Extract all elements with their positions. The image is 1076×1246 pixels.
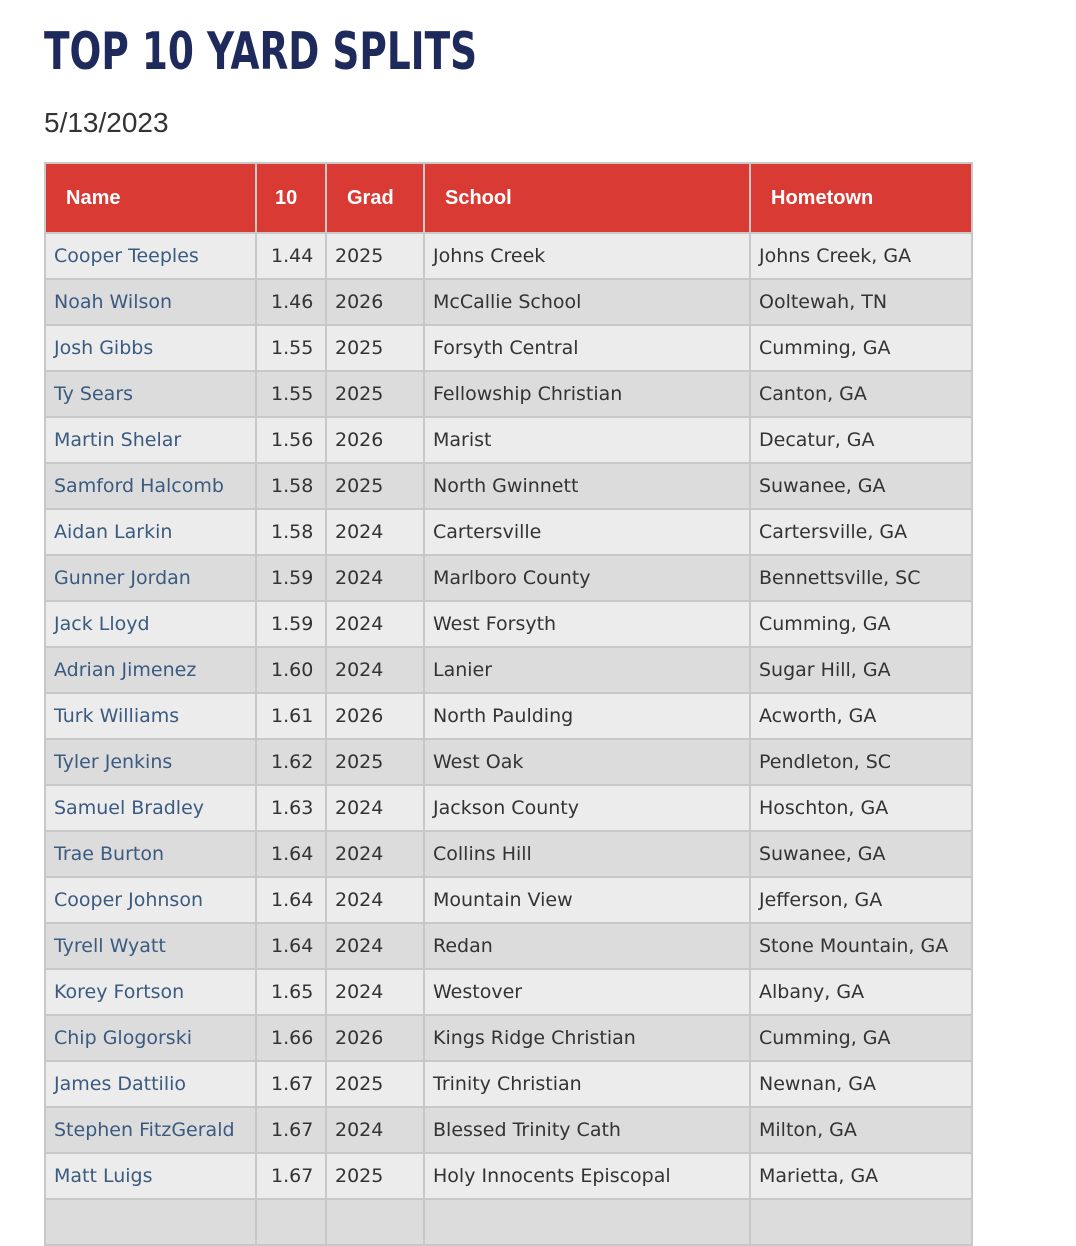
hometown-cell <box>750 1199 972 1245</box>
split-time-cell: 1.59 <box>256 601 326 647</box>
column-header-grad: Grad <box>326 163 424 233</box>
player-name-link[interactable]: Noah Wilson <box>45 279 256 325</box>
player-name-link[interactable]: Aidan Larkin <box>45 509 256 555</box>
school-cell <box>424 1199 750 1245</box>
grad-year-cell: 2025 <box>326 463 424 509</box>
split-time-cell: 1.55 <box>256 325 326 371</box>
table-row <box>45 233 972 279</box>
school-cell: Trinity Christian <box>424 1061 750 1107</box>
table-row <box>45 371 972 417</box>
page-date: 5/13/2023 <box>44 107 169 138</box>
hometown-cell: Sugar Hill, GA <box>750 647 972 693</box>
table-row <box>45 463 972 509</box>
grad-year-cell: 2025 <box>326 371 424 417</box>
hometown-cell: Jefferson, GA <box>750 877 972 923</box>
school-cell: Johns Creek <box>424 233 750 279</box>
table-row <box>45 969 972 1015</box>
hometown-cell: Johns Creek, GA <box>750 233 972 279</box>
player-name-link[interactable]: Josh Gibbs <box>45 325 256 371</box>
split-time-cell: 1.59 <box>256 555 326 601</box>
player-name-link[interactable]: Samuel Bradley <box>45 785 256 831</box>
school-cell: Marlboro County <box>424 555 750 601</box>
hometown-cell: Marietta, GA <box>750 1153 972 1199</box>
table-row <box>45 1107 972 1153</box>
table-row <box>45 509 972 555</box>
table-row <box>45 555 972 601</box>
school-cell: Cartersville <box>424 509 750 555</box>
hometown-cell: Pendleton, SC <box>750 739 972 785</box>
hometown-cell: Cumming, GA <box>750 325 972 371</box>
hometown-cell: Suwanee, GA <box>750 831 972 877</box>
page-title: TOP 10 YARD SPLITS <box>44 22 478 82</box>
school-cell: Kings Ridge Christian <box>424 1015 750 1061</box>
grad-year-cell: 2024 <box>326 509 424 555</box>
table-row <box>45 923 972 969</box>
grad-year-cell: 2024 <box>326 647 424 693</box>
grad-year-cell: 2025 <box>326 1153 424 1199</box>
hometown-cell: Suwanee, GA <box>750 463 972 509</box>
split-time-cell: 1.67 <box>256 1107 326 1153</box>
grad-year-cell: 2024 <box>326 831 424 877</box>
split-time-cell: 1.63 <box>256 785 326 831</box>
grad-year-cell: 2024 <box>326 785 424 831</box>
hometown-cell: Albany, GA <box>750 969 972 1015</box>
results-table-container <box>44 162 971 1246</box>
school-cell: Forsyth Central <box>424 325 750 371</box>
hometown-cell: Acworth, GA <box>750 693 972 739</box>
player-name-link[interactable]: Tyrell Wyatt <box>45 923 256 969</box>
grad-year-cell: 2025 <box>326 325 424 371</box>
table-row <box>45 877 972 923</box>
grad-year-cell: 2024 <box>326 1107 424 1153</box>
player-name-link[interactable]: Cooper Johnson <box>45 877 256 923</box>
split-time-cell: 1.56 <box>256 417 326 463</box>
grad-year-cell: 2026 <box>326 417 424 463</box>
school-cell: Holy Innocents Episcopal <box>424 1153 750 1199</box>
hometown-cell: Cartersville, GA <box>750 509 972 555</box>
table-row <box>45 647 972 693</box>
school-cell: Lanier <box>424 647 750 693</box>
grad-year-cell <box>326 1199 424 1245</box>
table-row <box>45 1199 972 1245</box>
player-name-link[interactable]: Ty Sears <box>45 371 256 417</box>
split-time-cell <box>256 1199 326 1245</box>
table-row <box>45 693 972 739</box>
grad-year-cell: 2024 <box>326 969 424 1015</box>
player-name-link[interactable]: Chip Glogorski <box>45 1015 256 1061</box>
school-cell: West Forsyth <box>424 601 750 647</box>
grad-year-cell: 2025 <box>326 739 424 785</box>
hometown-cell: Ooltewah, TN <box>750 279 972 325</box>
grad-year-cell: 2024 <box>326 601 424 647</box>
grad-year-cell: 2024 <box>326 877 424 923</box>
split-time-cell: 1.58 <box>256 509 326 555</box>
split-time-cell: 1.66 <box>256 1015 326 1061</box>
player-name-link[interactable]: Martin Shelar <box>45 417 256 463</box>
player-name-link[interactable]: Matt Luigs <box>45 1153 256 1199</box>
split-time-cell: 1.61 <box>256 693 326 739</box>
table-row <box>45 831 972 877</box>
table-body <box>45 233 972 1245</box>
hometown-cell: Cumming, GA <box>750 601 972 647</box>
hometown-cell: Milton, GA <box>750 1107 972 1153</box>
grad-year-cell: 2026 <box>326 279 424 325</box>
hometown-cell: Stone Mountain, GA <box>750 923 972 969</box>
split-time-cell: 1.65 <box>256 969 326 1015</box>
grad-year-cell: 2026 <box>326 1015 424 1061</box>
school-cell: McCallie School <box>424 279 750 325</box>
player-name-link[interactable]: Korey Fortson <box>45 969 256 1015</box>
split-time-cell: 1.58 <box>256 463 326 509</box>
split-time-cell: 1.67 <box>256 1061 326 1107</box>
table-header-row <box>45 163 972 233</box>
school-cell: Westover <box>424 969 750 1015</box>
table-header <box>45 163 972 233</box>
school-cell: Redan <box>424 923 750 969</box>
hometown-cell: Bennettsville, SC <box>750 555 972 601</box>
player-name-link[interactable]: Adrian Jimenez <box>45 647 256 693</box>
player-name-link[interactable]: Cooper Teeples <box>45 233 256 279</box>
table-row <box>45 1015 972 1061</box>
split-time-cell: 1.55 <box>256 371 326 417</box>
player-name-link[interactable]: James Dattilio <box>45 1061 256 1107</box>
player-name-link[interactable]: Jack Lloyd <box>45 601 256 647</box>
split-time-cell: 1.46 <box>256 279 326 325</box>
column-header-10: 10 <box>256 163 326 233</box>
hometown-cell: Newnan, GA <box>750 1061 972 1107</box>
school-cell: North Paulding <box>424 693 750 739</box>
grad-year-cell: 2025 <box>326 1061 424 1107</box>
table-row <box>45 601 972 647</box>
table-row <box>45 739 972 785</box>
school-cell: Mountain View <box>424 877 750 923</box>
hometown-cell: Cumming, GA <box>750 1015 972 1061</box>
school-cell: Marist <box>424 417 750 463</box>
player-name-link[interactable]: Tyler Jenkins <box>45 739 256 785</box>
split-time-cell: 1.62 <box>256 739 326 785</box>
grad-year-cell: 2024 <box>326 555 424 601</box>
split-time-cell: 1.64 <box>256 877 326 923</box>
column-header-hometown: Hometown <box>750 163 972 233</box>
player-name-link[interactable]: Trae Burton <box>45 831 256 877</box>
school-cell: Blessed Trinity Cath <box>424 1107 750 1153</box>
player-name-link[interactable]: Turk Williams <box>45 693 256 739</box>
player-name-link[interactable]: Samford Halcomb <box>45 463 256 509</box>
grad-year-cell: 2026 <box>326 693 424 739</box>
player-name-link[interactable]: Stephen FitzGerald <box>45 1107 256 1153</box>
split-time-cell: 1.64 <box>256 923 326 969</box>
player-name-link[interactable]: Gunner Jordan <box>45 555 256 601</box>
split-time-cell: 1.64 <box>256 831 326 877</box>
hometown-cell: Decatur, GA <box>750 417 972 463</box>
school-cell: West Oak <box>424 739 750 785</box>
split-time-cell: 1.67 <box>256 1153 326 1199</box>
hometown-cell: Hoschton, GA <box>750 785 972 831</box>
column-header-name: Name <box>45 163 256 233</box>
player-name-link[interactable] <box>45 1199 256 1245</box>
column-header-school: School <box>424 163 750 233</box>
school-cell: Collins Hill <box>424 831 750 877</box>
split-time-cell: 1.44 <box>256 233 326 279</box>
table-row <box>45 785 972 831</box>
school-cell: Jackson County <box>424 785 750 831</box>
table-row <box>45 1061 972 1107</box>
school-cell: Fellowship Christian <box>424 371 750 417</box>
grad-year-cell: 2024 <box>326 923 424 969</box>
table-row <box>45 417 972 463</box>
table-row <box>45 279 972 325</box>
table-row <box>45 1153 972 1199</box>
school-cell: North Gwinnett <box>424 463 750 509</box>
hometown-cell: Canton, GA <box>750 371 972 417</box>
results-table <box>44 162 973 1246</box>
grad-year-cell: 2025 <box>326 233 424 279</box>
table-row <box>45 325 972 371</box>
split-time-cell: 1.60 <box>256 647 326 693</box>
